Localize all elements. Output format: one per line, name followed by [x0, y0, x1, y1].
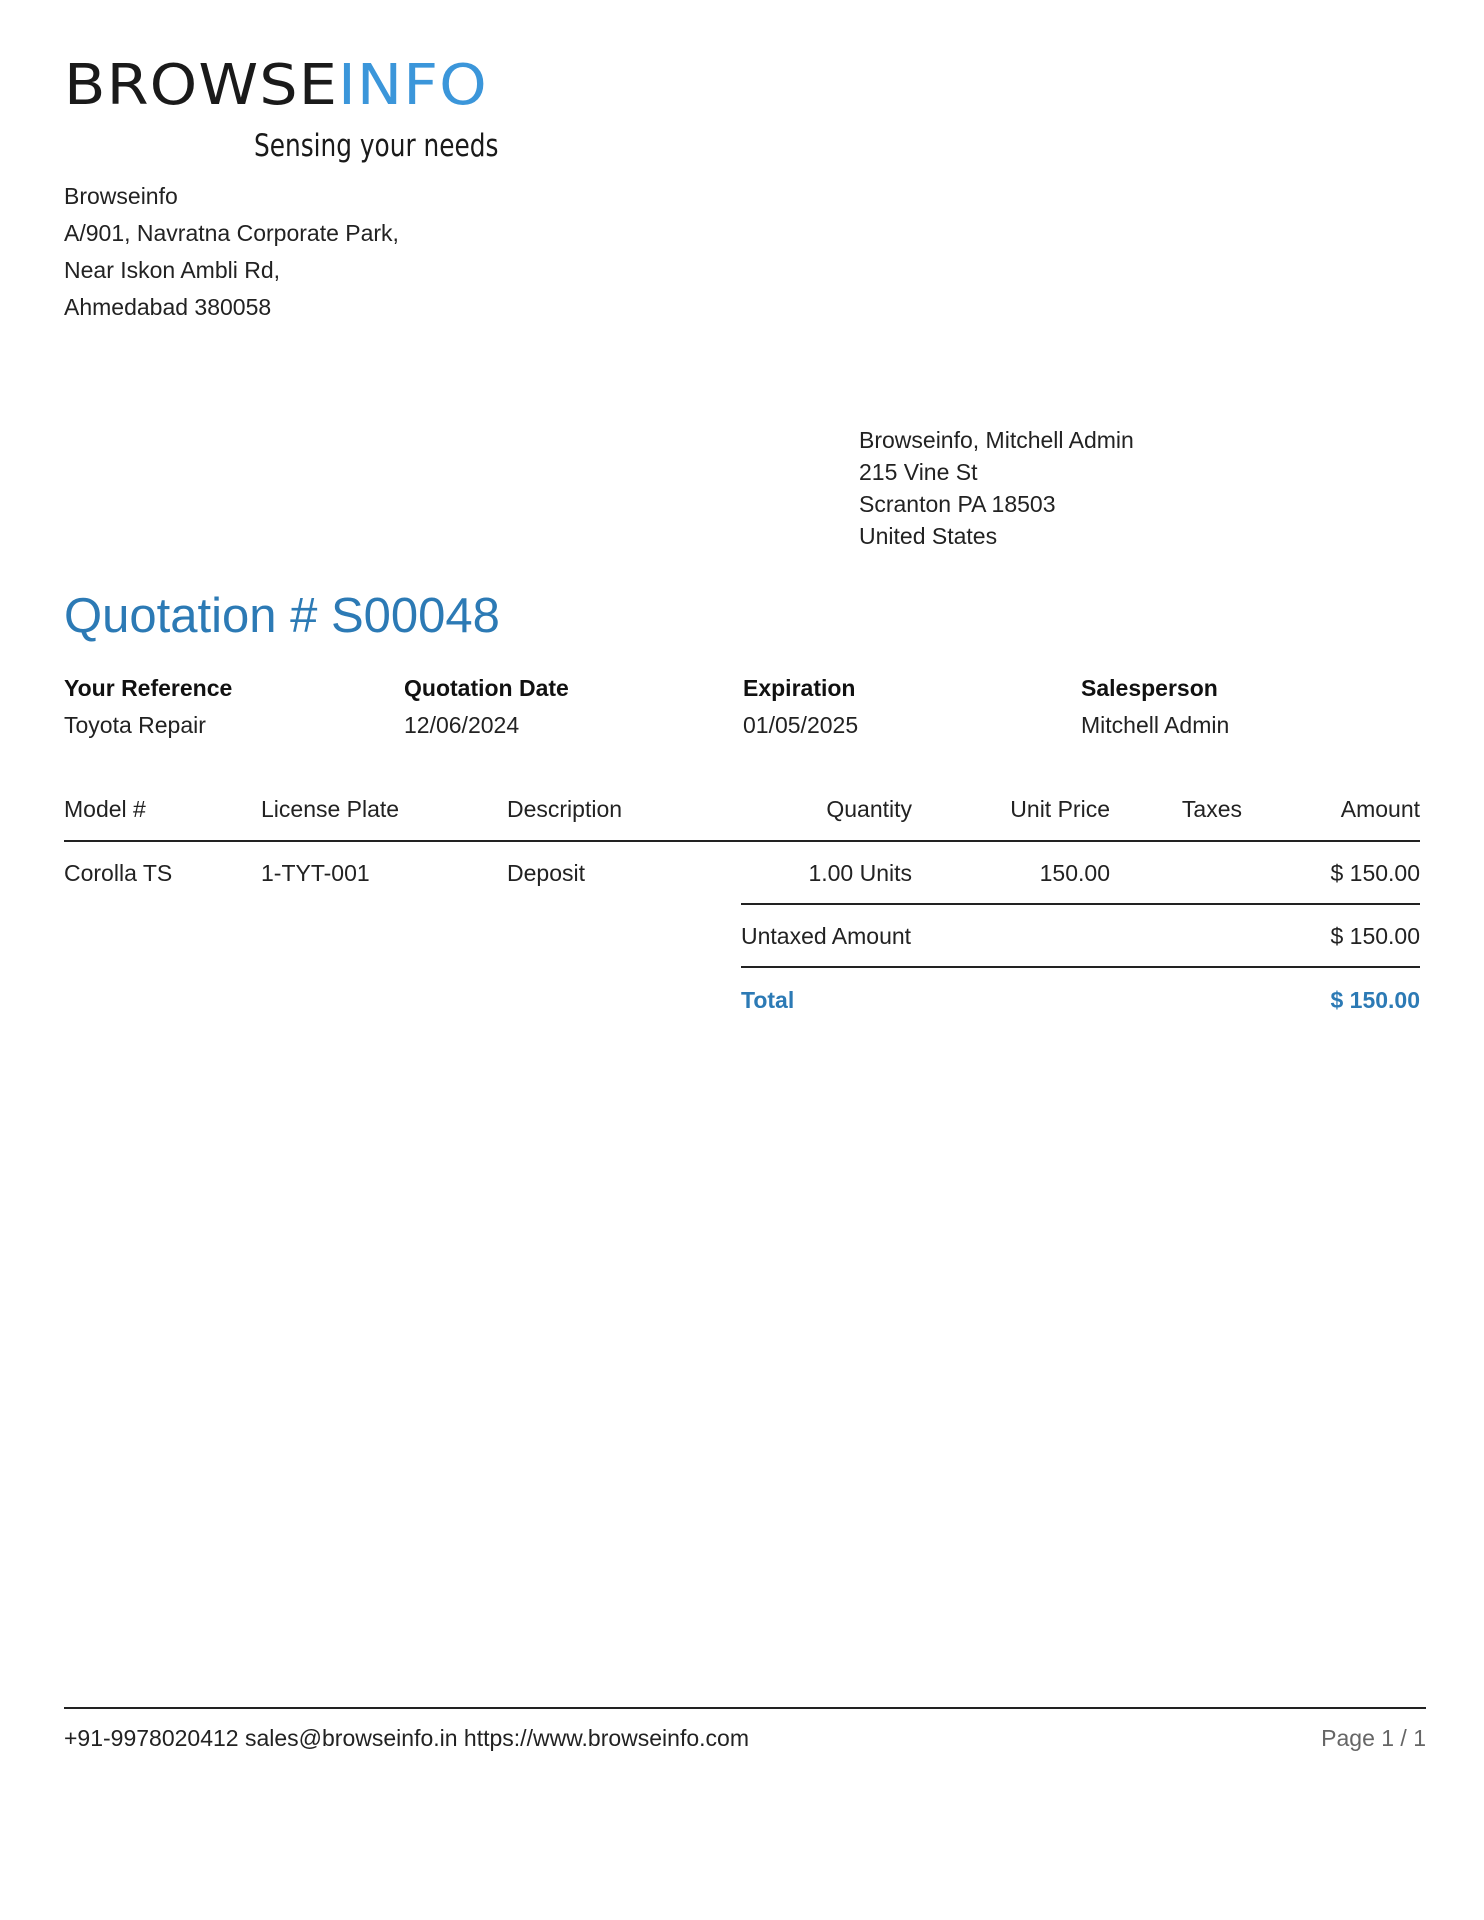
logo-wordmark: [64, 53, 488, 118]
page-number: Page 1 / 1: [1321, 1725, 1426, 1751]
total-value: $ 150.00: [1330, 987, 1420, 1013]
info-quotation-date: [404, 670, 569, 744]
company-address-line: Near Iskon Ambli Rd,: [64, 257, 281, 283]
document-title: Quotation # S00048: [64, 589, 500, 643]
recipient-name: Browseinfo, Mitchell Admin: [859, 427, 1134, 453]
info-label: Your Reference: [64, 675, 233, 701]
column-header-model: Model #: [64, 796, 146, 822]
cell-description: Deposit: [507, 860, 585, 886]
company-address: [64, 178, 399, 326]
column-header-taxes: Taxes: [1181, 796, 1242, 822]
logo-tagline: Sensing your needs: [254, 128, 499, 164]
cell-amount: $ 150.00: [1330, 860, 1420, 886]
total-divider: [741, 966, 1420, 968]
recipient-address-line: Scranton PA 18503: [859, 491, 1056, 517]
footer-divider: [64, 1707, 1426, 1709]
header-divider: [64, 840, 1420, 842]
info-label: Expiration: [743, 675, 856, 701]
cell-license-plate: 1-TYT-001: [261, 860, 370, 886]
info-value: 01/05/2025: [743, 712, 859, 738]
info-label: Quotation Date: [404, 675, 569, 701]
footer-contact: +91-9978020412 sales@browseinfo.in https://www.browseinfo.com: [64, 1725, 749, 1751]
info-label: Salesperson: [1081, 675, 1218, 701]
recipient-address: [859, 424, 1134, 552]
column-header-quantity: Quantity: [826, 796, 912, 822]
cell-quantity: 1.00 Units: [808, 860, 912, 886]
column-header-description: Description: [507, 796, 623, 822]
company-address-line: A/901, Navratna Corporate Park,: [64, 220, 399, 246]
info-value: 12/06/2024: [404, 712, 520, 738]
info-value: Toyota Repair: [64, 712, 206, 738]
logo-word-dark: BROWSE: [64, 53, 339, 118]
cell-unit-price: 150.00: [1039, 860, 1110, 886]
column-header-unit-price: Unit Price: [1010, 796, 1110, 822]
total-label: Total: [741, 987, 795, 1013]
column-header-amount: Amount: [1340, 796, 1420, 822]
untaxed-amount-label: Untaxed Amount: [741, 923, 912, 949]
recipient-address-line: 215 Vine St: [859, 459, 978, 485]
info-salesperson: [1081, 670, 1229, 744]
info-your-reference: [64, 670, 232, 744]
column-header-license-plate: License Plate: [261, 796, 400, 822]
company-name: Browseinfo: [64, 183, 178, 209]
subtotal-divider: [741, 903, 1420, 905]
company-logo: [64, 53, 504, 166]
logo-word-blue: INFO: [338, 53, 488, 118]
cell-model: Corolla TS: [64, 860, 173, 886]
info-expiration: [743, 670, 858, 744]
info-value: Mitchell Admin: [1081, 712, 1230, 738]
company-address-line: Ahmedabad 380058: [64, 294, 272, 320]
recipient-country: United States: [859, 523, 998, 549]
untaxed-amount-value: $ 150.00: [1330, 923, 1420, 949]
